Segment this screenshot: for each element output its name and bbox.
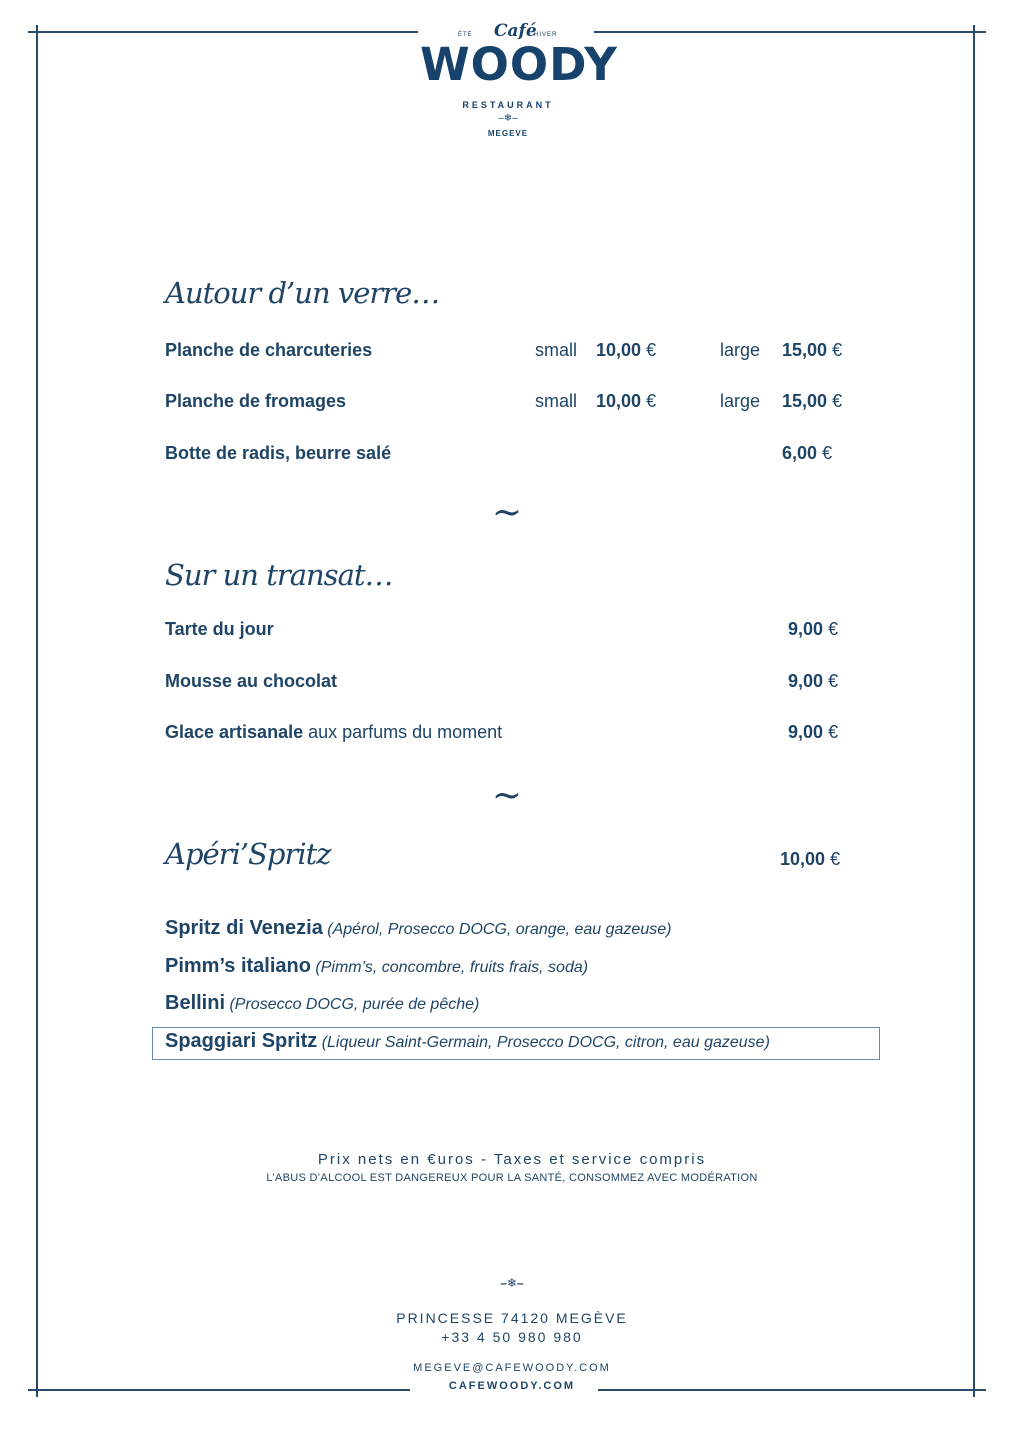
- price: 9,00 €: [788, 671, 839, 691]
- size-label-small: small: [535, 391, 578, 411]
- frame-top-right: [594, 31, 986, 33]
- drink-pimms-italiano: Pimm’s italiano (Pimm’s, concombre, fruits frais, soda): [165, 955, 589, 977]
- logo-ete: ÉTÉ: [458, 32, 473, 38]
- menu-item-charcuteries: Planche de charcuteries: [165, 340, 373, 360]
- price: 9,00 €: [788, 619, 839, 639]
- price: 9,00 €: [788, 722, 839, 742]
- snowflake-ornament-icon: –❄–: [500, 1276, 524, 1290]
- menu-item-fromages: Planche de fromages: [165, 391, 347, 411]
- logo-restaurant: RESTAURANT: [462, 100, 554, 110]
- alcohol-warning: L’ABUS D’ALCOOL EST DANGEREUX POUR LA SANTÉ, CONSOMMEZ AVEC MODÉRATION: [266, 1172, 758, 1184]
- prices-note: Prix nets en €uros - Taxes et service compris: [317, 1151, 707, 1168]
- menu-item-mousse: Mousse au chocolat: [165, 671, 338, 691]
- tilde-separator: ~: [491, 492, 523, 533]
- logo-snowflake-icon: –❄–: [498, 113, 518, 124]
- logo-woody: WOODY: [420, 38, 618, 91]
- frame-right: [973, 25, 975, 1397]
- tilde-separator: ~: [491, 775, 523, 816]
- menu-item-glace: Glace artisanale aux parfums du moment: [165, 722, 503, 742]
- section-title-verre: Autour d’un verre…: [165, 276, 440, 310]
- menu-item-radis: Botte de radis, beurre salé: [165, 443, 392, 463]
- size-label-large: large: [720, 391, 761, 411]
- drink-spaggiari-spritz: Spaggiari Spritz (Liqueur Saint-Germain, Prosecco DOCG, citron, eau gazeuse): [165, 1030, 770, 1052]
- size-label-small: small: [535, 340, 578, 360]
- section-title-spritz: Apéri’Spritz: [165, 837, 331, 871]
- drink-spritz-venezia: Spritz di Venezia (Apérol, Prosecco DOCG, orange, eau gazeuse): [165, 917, 672, 939]
- logo-hiver: HIVER: [534, 32, 558, 38]
- price-large: 15,00 €: [782, 391, 843, 411]
- drink-bellini: Bellini (Prosecco DOCG, purée de pêche): [165, 992, 480, 1014]
- logo-megeve: MEGEVE: [487, 129, 529, 138]
- address: PRINCESSE 74120 MEGÈVE: [396, 1310, 628, 1326]
- frame-top-left: [28, 31, 418, 33]
- price: 6,00 €: [782, 443, 833, 463]
- price-small: 10,00 €: [596, 391, 657, 411]
- spritz-price: 10,00 €: [780, 849, 841, 869]
- size-label-large: large: [720, 340, 761, 360]
- menu-item-tarte: Tarte du jour: [165, 619, 274, 639]
- price-large: 15,00 €: [782, 340, 843, 360]
- website-link[interactable]: CAFEWOODY.COM: [448, 1380, 576, 1392]
- section-title-transat: Sur un transat…: [165, 558, 393, 592]
- price-small: 10,00 €: [596, 340, 657, 360]
- phone-number: +33 4 50 980 980: [441, 1329, 583, 1345]
- logo-cafe: Café: [494, 21, 537, 41]
- frame-left: [36, 25, 38, 1397]
- email-link[interactable]: MEGEVE@CAFEWOODY.COM: [413, 1362, 611, 1374]
